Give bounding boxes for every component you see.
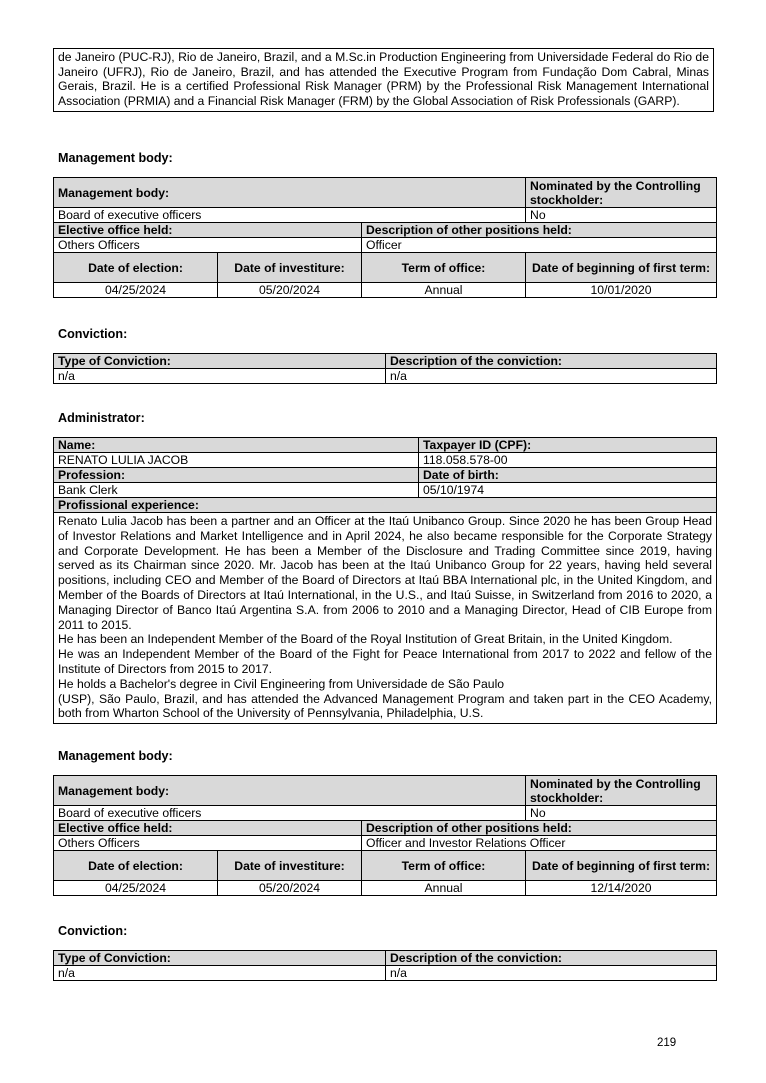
conviction-type-label: Type of Conviction: [54, 951, 386, 966]
conviction-table [53, 353, 717, 384]
experience-paragraph: (USP), São Paulo, Brazil, and has attended the Advanced Management Program and taken part in the CEO Academy, both from Wharton School of the University of Pennsylvania, Philadelphia, U.S. [58, 691, 712, 721]
description-other-value: Officer [362, 238, 717, 253]
experience-paragraph: He has been an Independent Member of the Board of the Royal Institution of Great Britain, in the United Kingdom. [58, 632, 673, 647]
conviction-description-value: n/a [386, 966, 717, 981]
dob-value: 05/10/1974 [419, 483, 717, 498]
conviction-description-value: n/a [386, 369, 717, 384]
dob-label: Date of birth: [419, 468, 717, 483]
conviction-table-2 [53, 950, 717, 981]
date-beginning-value: 12/14/2020 [526, 881, 717, 896]
taxpayer-value: 118.058.578-00 [419, 453, 717, 468]
description-other-label: Description of other positions held: [362, 223, 717, 238]
conviction-heading: Conviction: [58, 327, 128, 341]
date-investiture-value: 05/20/2024 [218, 283, 362, 298]
management-body-value: Board of executive officers [54, 806, 526, 821]
management-body-label: Management body: [54, 776, 526, 806]
conviction-description-label: Description of the conviction: [386, 951, 717, 966]
date-election-value: 04/25/2024 [54, 283, 218, 298]
conviction-type-value: n/a [54, 966, 386, 981]
intro-paragraph: de Janeiro (PUC-RJ), Rio de Janeiro, Brazil, and a M.Sc.in Production Engineering from Universidade Federal do Rio de Janeiro (UFRJ), Rio de Janeiro, Brazil, and has attended the Executive Program from Fundação Dom Cabral, Minas Gerais, Brazil. He is a certified Professional Risk Manager (PRM) by the Professional Risk Management International Association (PRMIA) and a Financial Risk Manager (FRM) by the Global Association of Risk Professionals (GARP). [53, 48, 714, 112]
date-beginning-label: Date of beginning of first term: [526, 851, 717, 881]
management-body-value: Board of executive officers [54, 208, 526, 223]
management-body-label: Management body: [54, 178, 526, 208]
nominated-value: No [526, 806, 717, 821]
term-office-value: Annual [362, 283, 526, 298]
date-election-value: 04/25/2024 [54, 881, 218, 896]
description-other-value: Officer and Investor Relations Officer [362, 836, 717, 851]
experience-text [54, 513, 717, 724]
page-number: 219 [657, 1037, 677, 1049]
name-value: RENATO LULIA JACOB [54, 453, 419, 468]
term-office-label: Term of office: [362, 851, 526, 881]
management-body-table-2 [53, 775, 717, 896]
date-election-label: Date of election: [54, 253, 218, 283]
elective-office-label: Elective office held: [54, 223, 362, 238]
experience-label: Profissional experience: [54, 498, 717, 513]
experience-paragraph: Renato Lulia Jacob has been a partner and an Officer at the Itaú Unibanco Group. Since 2020 he has been Group Head of Investor Relations and Market Intelligence and in April 2024, he also became responsible for the Corporate Strategy and Corporate Development. He has been a Member of the Disclosure and Trading Committee since 2019, having served as its Chairman since 2020. Mr. Jacob has been at the Itaú Unibanco Group for 22 years, having held several positions, including CEO and Member of the Board of Directors at Itaú BBA International plc, in the United Kingdom, and Member of the Boards of Directors at Itaú International, in the U.S., and Itaú Suisse, in Switzerland from 2016 to 2020, a Managing Director of Banco Itaú Argentina S.A. from 2006 to 2010 and a Managing Director, Head of CIB Europe from 2011 to 2015. [58, 514, 712, 632]
nominated-value: No [526, 208, 717, 223]
date-beginning-label: Date of beginning of first term: [526, 253, 717, 283]
conviction-description-label: Description of the conviction: [386, 354, 717, 369]
nominated-label: Nominated by the Controlling stockholder: [526, 776, 717, 806]
elective-office-value: Others Officers [54, 836, 362, 851]
management-body-table [53, 177, 717, 298]
experience-paragraph: He was an Independent Member of the Board of the Fight for Peace International from 2017 to 2022 and fellow of the Institute of Directors from 2015 to 2017. [58, 647, 712, 676]
experience-paragraph: He holds a Bachelor's degree in Civil Engineering from Universidade de São Paulo [58, 676, 505, 691]
date-investiture-value: 05/20/2024 [218, 881, 362, 896]
profession-value: Bank Clerk [54, 483, 419, 498]
description-other-label: Description of other positions held: [362, 821, 717, 836]
conviction-type-value: n/a [54, 369, 386, 384]
conviction-type-label: Type of Conviction: [54, 354, 386, 369]
date-beginning-value: 10/01/2020 [526, 283, 717, 298]
profession-label: Profession: [54, 468, 419, 483]
term-office-value: Annual [362, 881, 526, 896]
date-investiture-label: Date of investiture: [218, 253, 362, 283]
date-investiture-label: Date of investiture: [218, 851, 362, 881]
elective-office-value: Others Officers [54, 238, 362, 253]
management-body-heading-2: Management body: [58, 749, 173, 763]
conviction-heading-2: Conviction: [58, 924, 128, 938]
name-label: Name: [54, 438, 419, 453]
administrator-table [53, 437, 717, 724]
management-body-heading: Management body: [58, 151, 173, 165]
date-election-label: Date of election: [54, 851, 218, 881]
elective-office-label: Elective office held: [54, 821, 362, 836]
administrator-heading: Administrator: [58, 411, 145, 425]
term-office-label: Term of office: [362, 253, 526, 283]
nominated-label: Nominated by the Controlling stockholder: [526, 178, 717, 208]
taxpayer-label: Taxpayer ID (CPF): [419, 438, 717, 453]
